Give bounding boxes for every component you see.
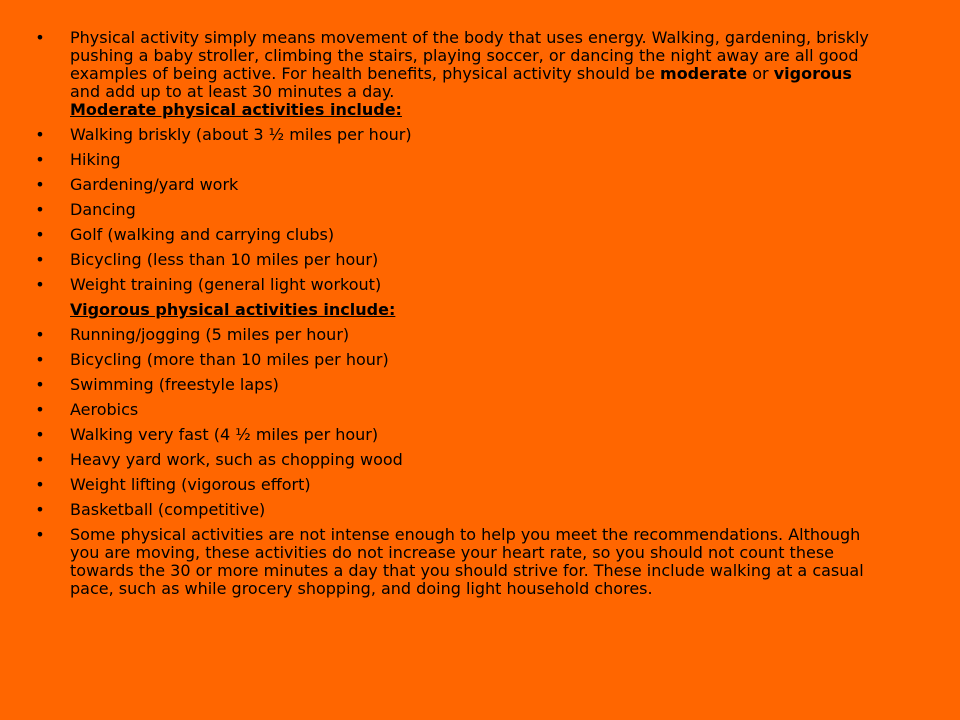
bullet: • [35,325,45,344]
list-item: • Bicycling (less than 10 miles per hour) [35,250,379,269]
bullet: • [35,28,45,47]
bullet: • [35,500,45,519]
bullet: • [35,200,45,219]
bullet: • [35,425,45,444]
bullet: • [35,525,45,544]
moderate-heading: Moderate physical activities include: [70,100,402,119]
closing-text: Some physical activities are not intense enough to help you meet the recommendations. Although you are moving, these activities do not increase your heart rate, so you should not count these towards the 30 or more minutes a day that you should strive for. These include walking at a casual pace, such as while grocery shopping, and doing light household chores. [70,525,864,598]
bullet: • [35,225,45,244]
bullet: • [35,375,45,394]
list-item: • Hiking [35,150,121,169]
moderate-list [0,126,960,294]
list-item: • Dancing [35,200,136,219]
moderate-emphasis: moderate [660,64,748,83]
vigorous-heading: Vigorous physical activities include: [70,300,396,319]
list-item: • Bicycling (more than 10 miles per hour) [35,350,389,369]
vigorous-list [0,326,960,519]
bullet: • [35,475,45,494]
bullet: • [35,125,45,144]
list-item: • Weight lifting (vigorous effort) [35,475,311,494]
bullet: • [35,150,45,169]
list-item: • Swimming (freestyle laps) [35,375,279,394]
bullet: • [35,350,45,369]
bullet: • [35,400,45,419]
closing-item [0,526,960,598]
vigorous-emphasis: vigorous [773,64,852,83]
bullet: • [35,450,45,469]
list-item: • Walking very fast (4 ½ miles per hour) [35,425,379,444]
list-item: • Aerobics [35,400,139,419]
bullet: • [35,175,45,194]
list-item: • Weight training (general light workout) [35,275,382,294]
intro-item [0,29,960,119]
list-item: • Heavy yard work, such as chopping wood [35,450,403,469]
list-item: • Golf (walking and carrying clubs) [35,225,335,244]
list-item: • Basketball (competitive) [35,500,266,519]
intro-text: Physical activity simply means movement of the body that uses energy. Walking, gardening, briskly pushing a baby stroller, climbing the stairs, playing soccer, or dancing the night away are all good examples of being active. For health benefits, physical activity should be moderate or vigorous and add up to at least 30 minutes a day. [70,28,869,101]
list-item: • Gardening/yard work [35,175,239,194]
list-item: • Walking briskly (about 3 ½ miles per hour) [35,125,412,144]
bullet: • [35,250,45,269]
list-item: • Running/jogging (5 miles per hour) [35,325,350,344]
bullet: • [35,275,45,294]
slide-content [0,29,960,605]
